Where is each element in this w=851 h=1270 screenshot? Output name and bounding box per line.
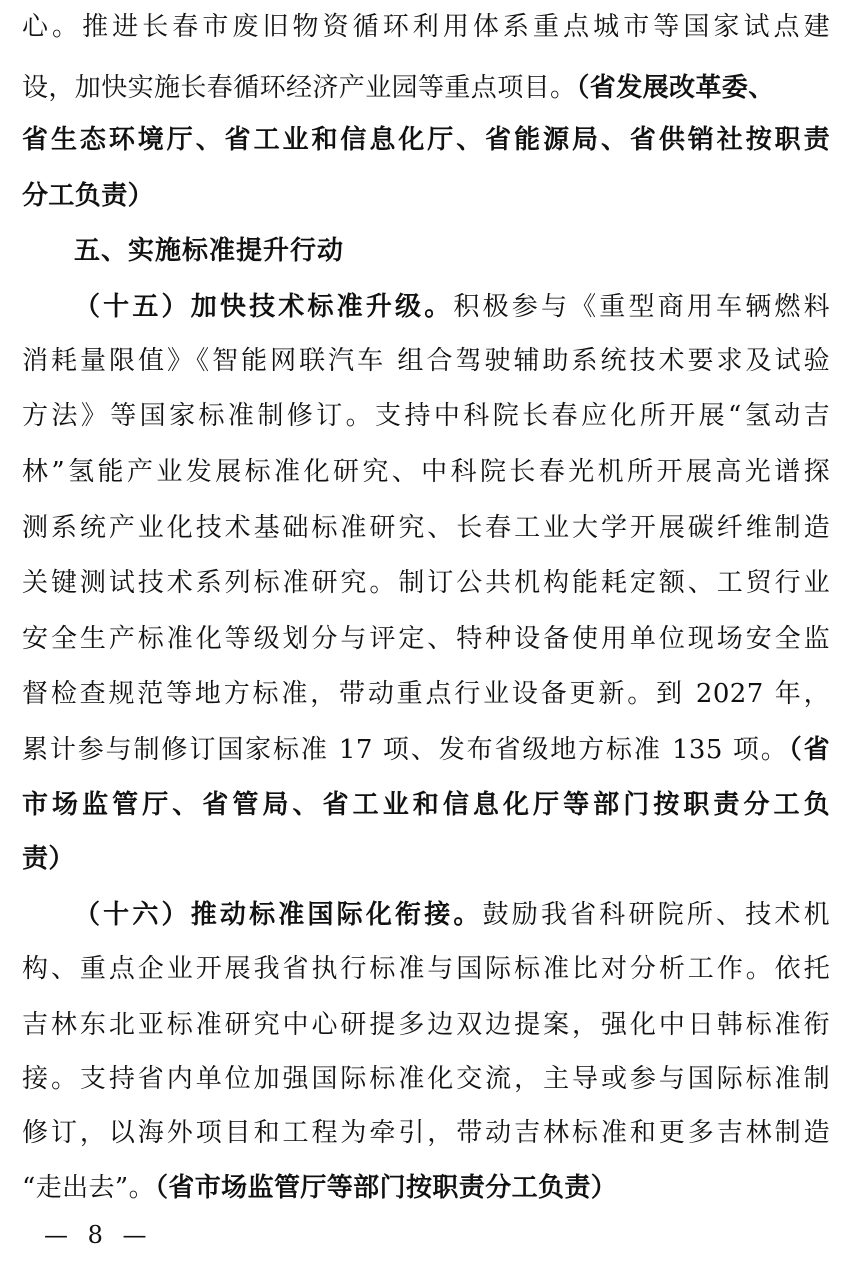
responsible-dept-text: （省发展改革委、 [576,73,775,103]
paragraph-line [22,341,830,381]
item-title: （十五）加快技术标准升级。 [74,292,454,322]
item-title: （十六）推动标准国际化衔接。 [74,900,483,930]
paragraph-line [22,1005,830,1045]
line-text: 设，加快实施长春循环经济产业园等重点项目。 [22,73,577,103]
line-text: 安全生产标准化等级划分与评定、特种设备使用单位现场安全监 [22,624,830,654]
paragraph-line [22,563,830,603]
paragraph-line [22,730,830,770]
responsible-dept-line [22,176,830,216]
section-heading: 五、实施标准提升行动 [74,236,345,266]
responsible-dept-line [22,785,830,825]
paragraph-line [22,1059,830,1099]
paragraph-line [22,452,830,492]
paragraph-line [22,396,830,436]
paragraph-line [22,1113,830,1153]
paragraph-line [22,1168,830,1208]
paragraph-line [22,619,830,659]
paragraph-line [22,68,830,108]
paragraph-line [22,508,830,548]
line-text: 接。支持省内单位加强国际标准化交流，主导或参与国际标准制 [22,1064,830,1094]
line-text: 鼓励我省科研院所、技术机 [482,900,830,930]
line-text: 林”氢能产业发展标准化研究、中科院长春光机所开展高光谱探 [22,457,830,487]
line-text: 构、重点企业开展我省执行标准与国际标准比对分析工作。依托 [22,954,830,984]
line-text: “走出去”。 [22,1173,155,1203]
responsible-dept-line [22,839,830,879]
paragraph-line [74,287,830,327]
responsible-dept-text: 市场监管厅、省管局、省工业和信息化厅等部门按职责分工负 [22,790,830,820]
responsible-dept-text: 省生态环境厅、省工业和信息化厅、省能源局、省供销社按职责 [22,125,830,155]
responsible-dept-text: 分工负责） [22,181,155,211]
line-text: 消耗量限值》《智能网联汽车 组合驾驶辅助系统技术要求及试验 [22,346,830,376]
line-text: 累计参与制修订国家标准 17 项、发布省级地方标准 135 项。 [22,735,789,765]
line-text: 积极参与《重型商用车辆燃料 [453,292,830,322]
responsible-dept-text: （省 [788,735,830,765]
line-text: 修订，以海外项目和工程为牵引，带动吉林标准和更多吉林制造 [22,1118,830,1148]
line-text: 心。推进长春市废旧物资循环利用体系重点城市等国家试点建 [22,12,830,42]
paragraph-line [22,949,830,989]
responsible-dept-text: （省市场监管厅等部门按职责分工负责） [154,1173,618,1203]
responsible-dept-text: 责） [22,844,75,874]
paragraph-line [22,7,830,47]
paragraph-line [22,674,830,714]
line-text: 测系统产业化技术基础标准研究、长春工业大学开展碳纤维制造 [22,513,830,543]
line-text: 吉林东北亚标准研究中心研提多边双边提案，强化中日韩标准衔 [22,1010,830,1040]
line-text: 督检查规范等地方标准，带动重点行业设备更新。到 2027 年， [22,679,830,709]
responsible-dept-line [22,120,830,160]
paragraph-line [74,895,830,935]
line-text: 方法》等国家标准制修订。支持中科院长春应化所开展“氢动吉 [22,401,830,431]
page-number: — 8 — [44,1221,153,1249]
line-text: 关键测试技术系列标准研究。制订公共机构能耗定额、工贸行业 [22,568,830,598]
